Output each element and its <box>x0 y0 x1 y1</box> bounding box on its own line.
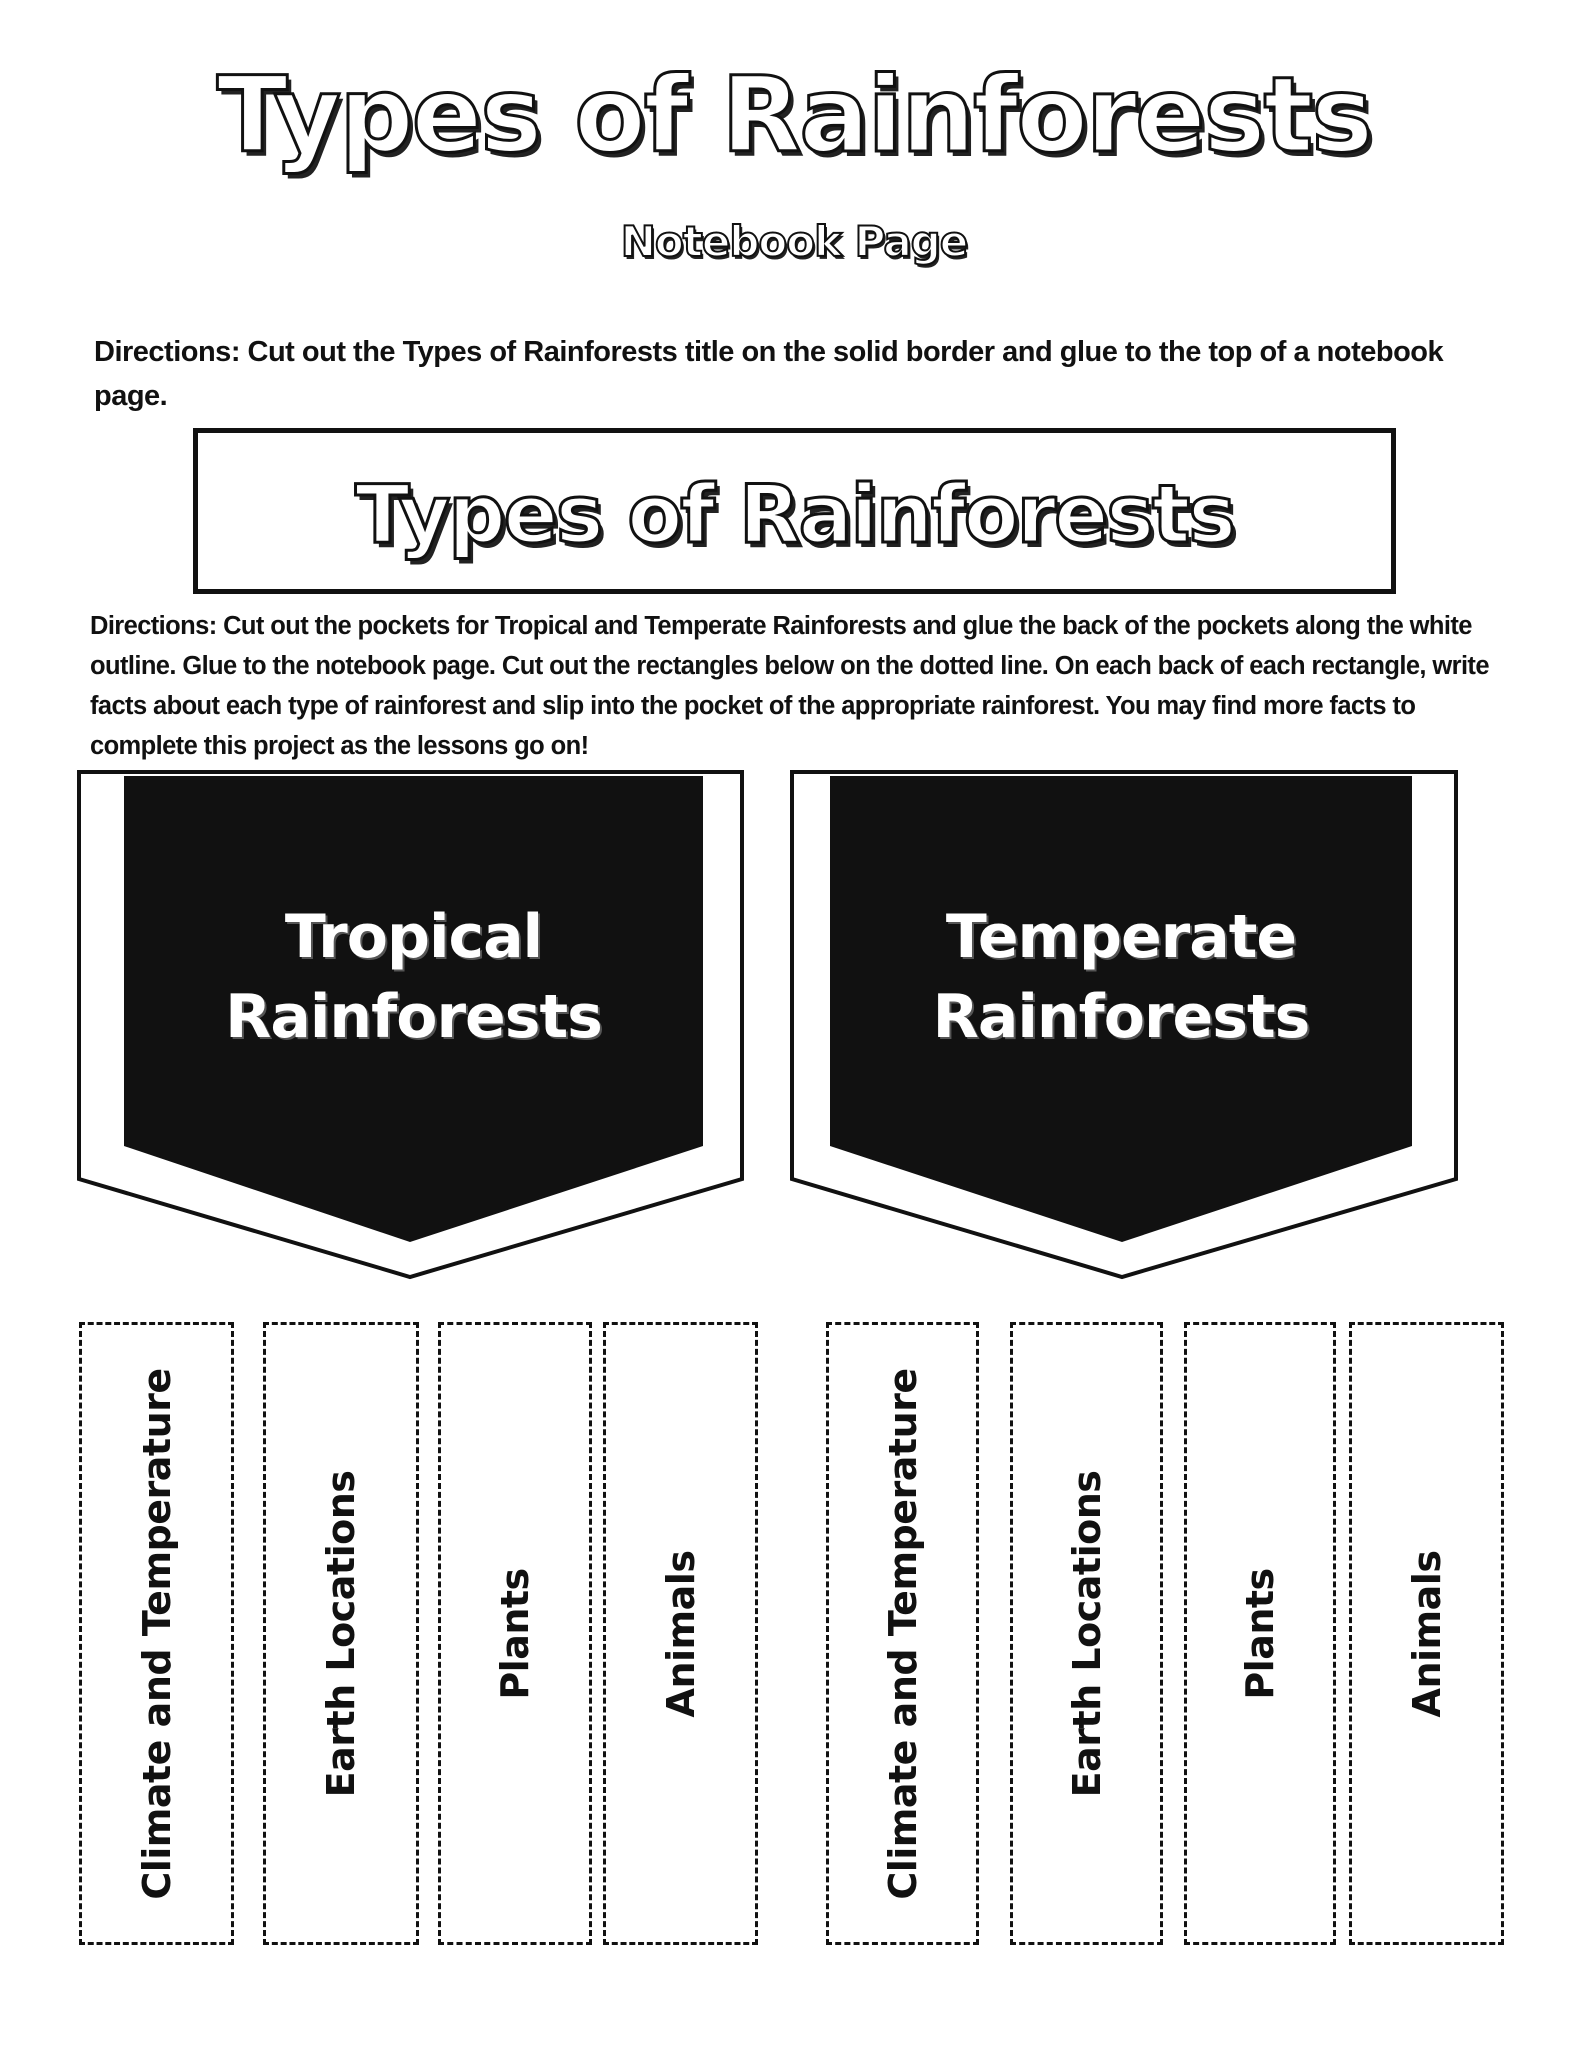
strip-label: Animals <box>658 1550 703 1717</box>
strip-tropical-locations <box>263 1322 419 1945</box>
strip-label: Climate and Temperature <box>134 1367 179 1900</box>
pocket-tropical-label <box>124 897 703 1057</box>
strip-temperate-locations <box>1010 1322 1163 1945</box>
strip-temperate-climate <box>826 1322 979 1945</box>
directions-title: Directions: Cut out the Types of Rainforests title on the solid border and glue to the top of a notebook page. <box>94 336 1444 412</box>
page-subtitle: Notebook Page <box>620 217 968 266</box>
strip-tropical-animals <box>603 1322 758 1945</box>
pocket-temperate-line2: Rainforests <box>932 982 1310 1052</box>
strip-label: Earth Locations <box>319 1470 363 1797</box>
cutout-title-text: Types of Rainforests <box>355 468 1234 561</box>
pocket-tropical-line1: Tropical <box>284 902 543 972</box>
pocket-tropical-line2: Rainforests <box>225 982 602 1052</box>
directions-pockets: Directions: Cut out the pockets for Tropical and Temperate Rainforests and glue the back of the pockets along the white outline. Glue to the notebook page. Cut out the rectangles below on the dotted line. On each back of each rectangle, write facts about each type of rainforest and slip into the pocket of the appropriate rainforest. You may find more facts to complete this project as the lessons go on! <box>90 612 1489 760</box>
pocket-temperate-line1: Temperate <box>945 902 1297 972</box>
page-title: Types of Rainforests <box>216 54 1372 176</box>
strip-label: Plants <box>493 1567 537 1700</box>
strip-temperate-animals <box>1349 1322 1504 1945</box>
strip-tropical-plants <box>438 1322 592 1945</box>
strip-label: Animals <box>1404 1550 1449 1717</box>
strip-label: Climate and Temperature <box>880 1367 925 1900</box>
strip-label: Earth Locations <box>1064 1470 1109 1797</box>
strip-temperate-plants <box>1184 1322 1336 1945</box>
strip-tropical-climate <box>79 1322 234 1945</box>
strip-label: Plants <box>1238 1567 1282 1700</box>
pocket-temperate-label <box>830 897 1412 1057</box>
